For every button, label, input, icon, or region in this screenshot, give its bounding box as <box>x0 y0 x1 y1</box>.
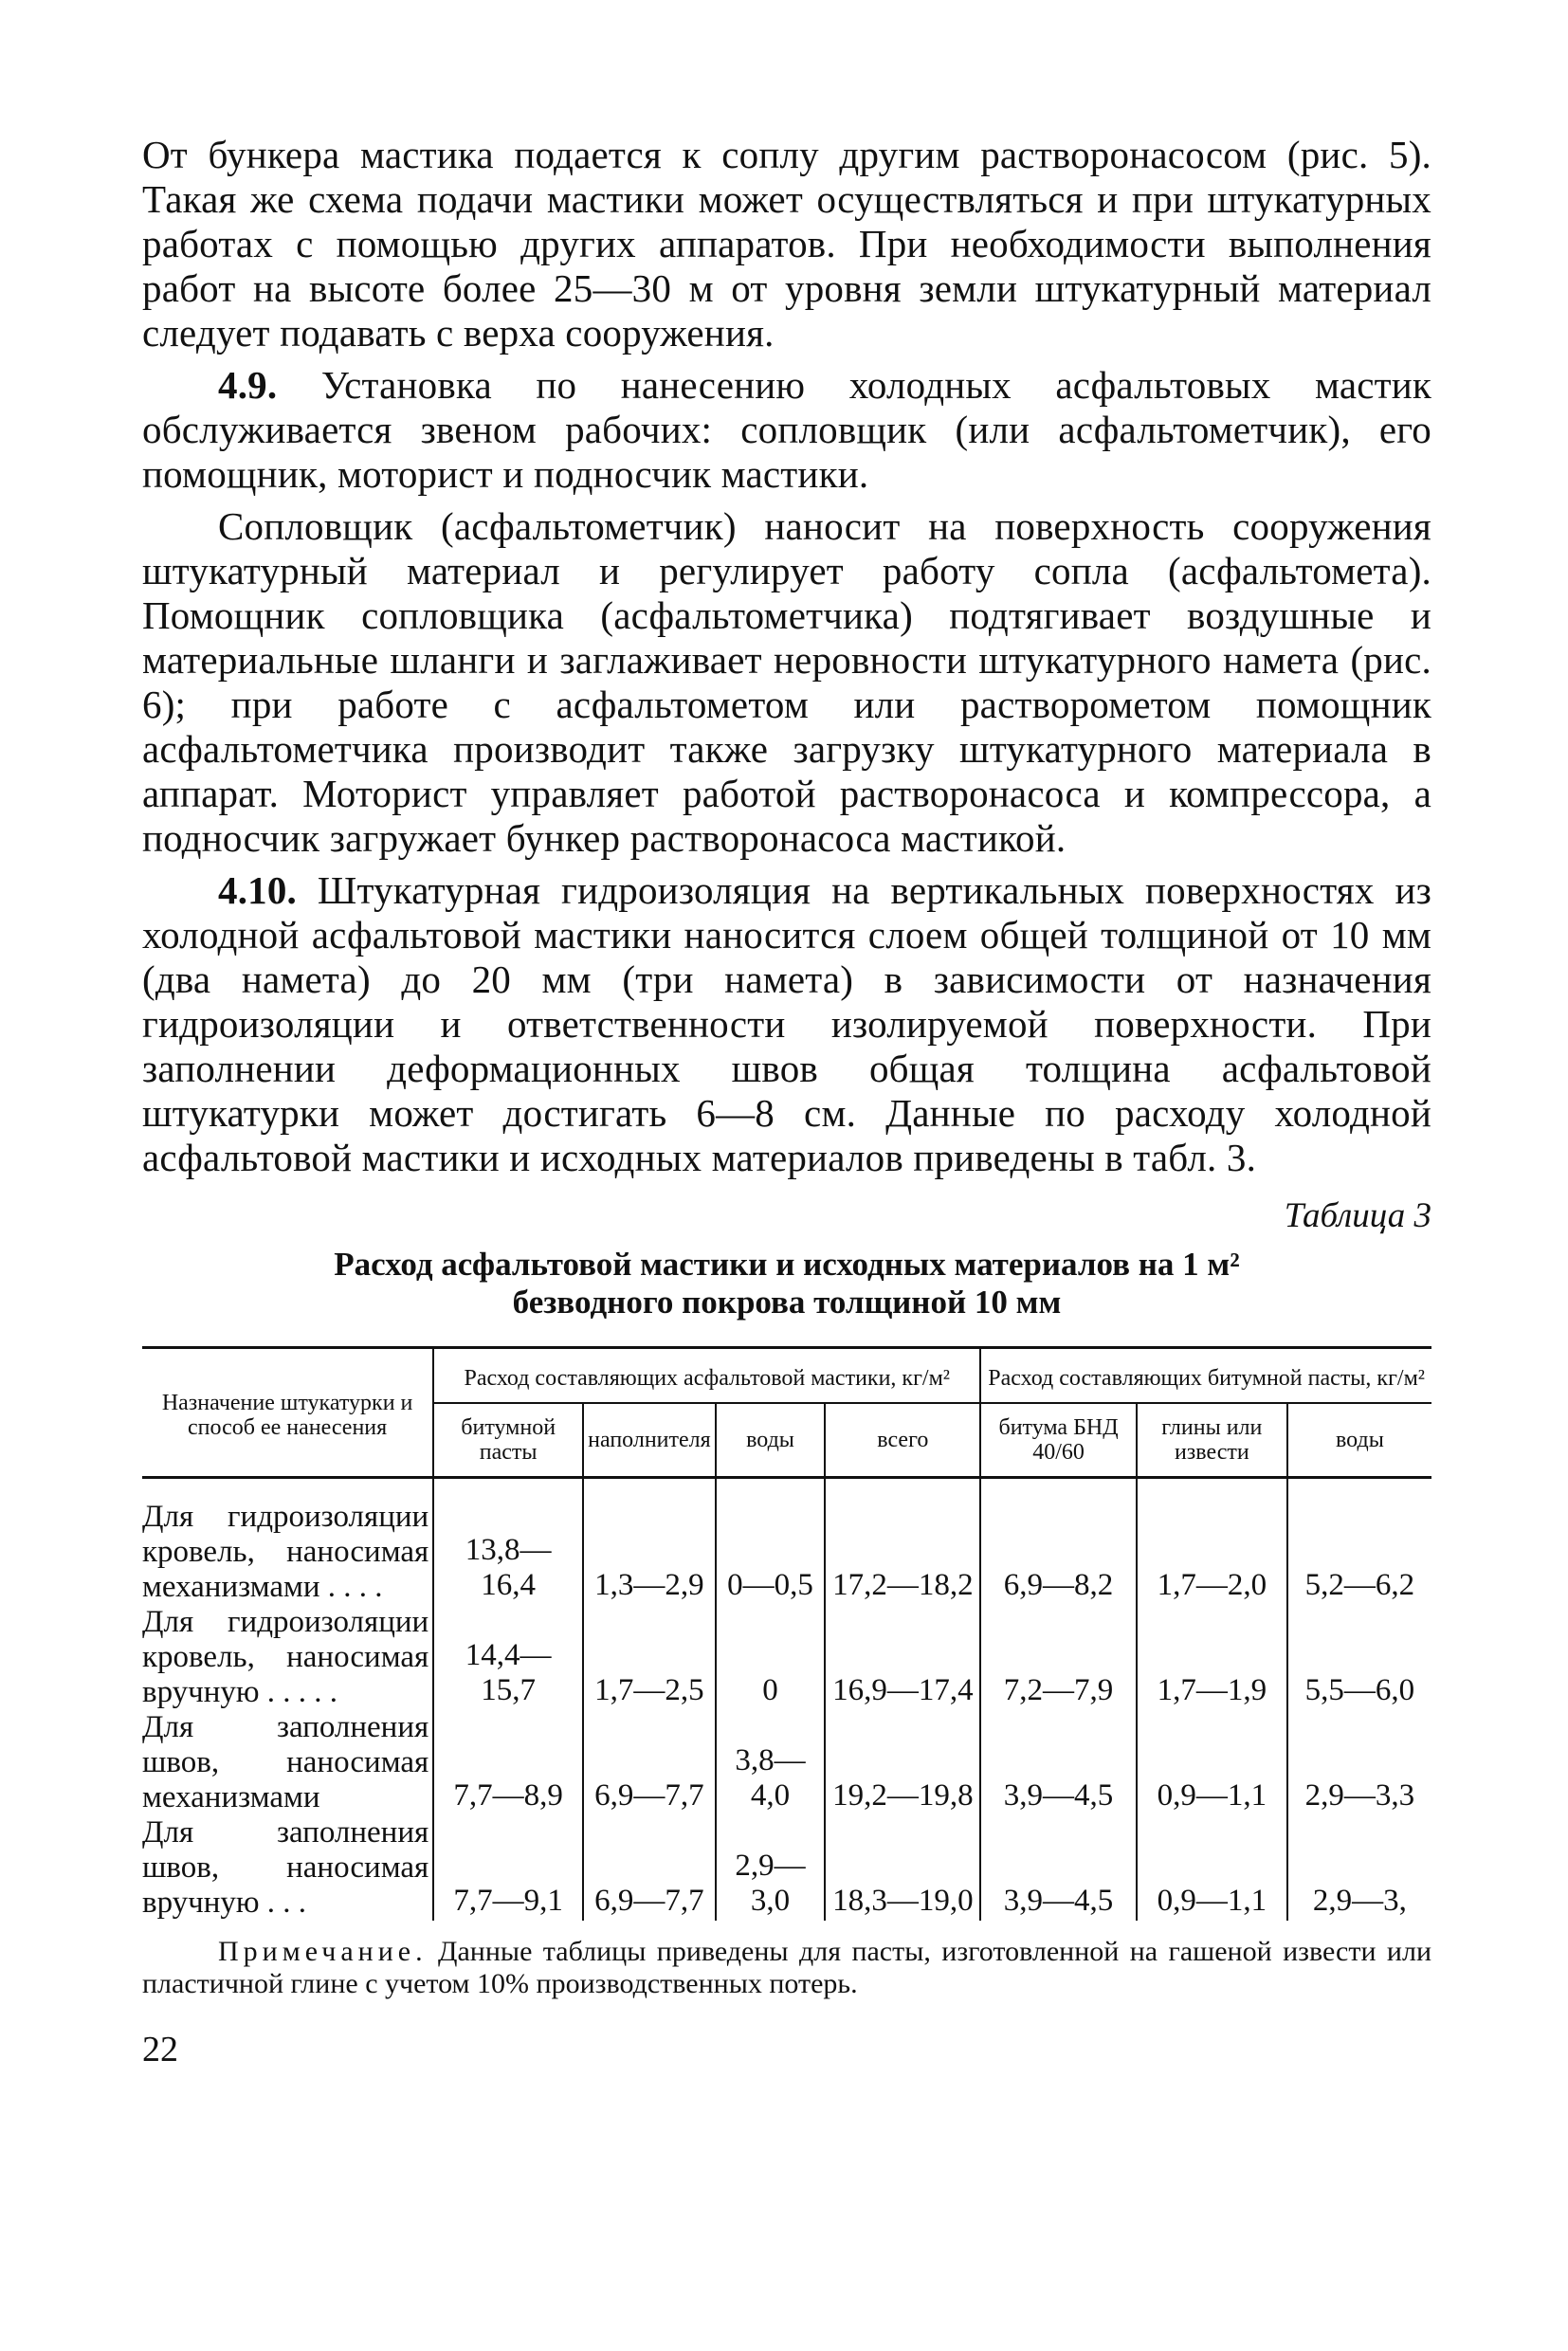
cell-value: 0,9—1,1 <box>1137 1710 1287 1815</box>
paragraph-4-10 <box>142 868 1431 1180</box>
cell-value: 3,9—4,5 <box>980 1710 1137 1815</box>
header-bitumen-paste: битумной пасты <box>433 1403 583 1478</box>
cell-value: 7,7—9,1 <box>433 1815 583 1921</box>
header-water: воды <box>716 1403 826 1478</box>
cell-value: 6,9—7,7 <box>583 1710 716 1815</box>
cell-value: 3,9—4,5 <box>980 1815 1137 1921</box>
cell-value: 13,8—16,4 <box>433 1478 583 1606</box>
page-number: 22 <box>142 2030 178 2069</box>
table-title <box>142 1246 1431 1321</box>
document-page <box>142 133 1431 2070</box>
note-text: Данные таблицы приведены для пасты, изготовленной на гашеной извести или пластичной глине с учетом 10% производственных потерь. <box>142 1936 1432 1999</box>
header-purpose: Назначение штукатурки и способ ее нанесения <box>142 1348 433 1478</box>
cell-value: 2,9—3,3 <box>1304 1778 1415 1813</box>
table-row <box>142 1605 1431 1710</box>
paragraph-4-9 <box>142 363 1431 497</box>
cell-value: 7,2—7,9 <box>980 1605 1137 1710</box>
header-mastic-group: Расход составляющих асфальтовой мастики, кг/м² <box>433 1348 980 1404</box>
cell-value: 19,2—19,8 <box>825 1710 980 1815</box>
consumption-table <box>142 1346 1431 1921</box>
cell-value: 1,7—1,9 <box>1137 1605 1287 1710</box>
cell-value: 7,7—8,9 <box>433 1710 583 1815</box>
row-description: Для заполнения швов, наносимая механизмами <box>142 1710 433 1815</box>
cell-value: 2,9—3, <box>1312 1884 1407 1918</box>
cell-value: 16,9—17,4 <box>825 1605 980 1710</box>
note-label: Примечание. <box>218 1936 428 1967</box>
cell-value: 2,9—3,0 <box>716 1815 826 1921</box>
cell-value: 18,3—19,0 <box>825 1815 980 1921</box>
row-description: Для гидроизоляции кровель, наносимая вручную . . . . . <box>142 1605 433 1710</box>
paragraph-text: Штукатурная гидроизоляция на вертикальных поверхностях из холодной асфальтовой мастики наносится слоем общей толщиной от 10 мм (два намета) до 20 мм (три намета) в зависимости от назначения гидроизоляции и ответственности изолируемой поверхности. При заполнении деформационных швов общая толщина асфальтовой штукатурки может достигать 6—8 см. Данные по расходу холодной асфальтовой мастики и исходных материалов приведены в табл. 3. <box>142 868 1431 1179</box>
table-note <box>142 1936 1431 2000</box>
paragraph-1: От бункера мастика подается к соплу другим растворонасосом (рис. 5). Такая же схема подачи мастики может осуществляться и при штукатурных работах с помощью других аппаратов. При необходимости выполнения работ на высоте более 25—30 м от уровня земли штукатурный материал следует подавать с верха сооружения. <box>142 133 1431 355</box>
header-water-paste: воды <box>1287 1403 1431 1478</box>
section-number: 4.10. <box>218 868 297 912</box>
table-number: Таблица 3 <box>1284 1196 1431 1235</box>
cell-value: 1,7—2,0 <box>1137 1478 1287 1606</box>
section-number: 4.9. <box>218 363 278 407</box>
cell-value: 14,4—15,7 <box>433 1605 583 1710</box>
cell-value: 17,2—18,2 <box>825 1478 980 1606</box>
cell-value: 5,2—6,2 <box>1304 1568 1415 1602</box>
cell-value: 1,7—2,5 <box>583 1605 716 1710</box>
header-total: всего <box>825 1403 980 1478</box>
header-bitumen: битума БНД 40/60 <box>980 1403 1137 1478</box>
cell-value: 6,9—8,2 <box>980 1478 1137 1606</box>
header-clay-lime: глины или извести <box>1137 1403 1287 1478</box>
paragraph-text: Установка по нанесению холодных асфальтовых мастик обслуживается звеном рабочих: сопловщик (или асфальтометчик), его помощник, моторист и подносчик мастики. <box>142 363 1431 496</box>
cell-value: 3,8—4,0 <box>716 1710 826 1815</box>
cell-value: 5,5—6,0 <box>1304 1673 1415 1707</box>
table-row <box>142 1478 1431 1606</box>
cell-value: 0,9—1,1 <box>1137 1815 1287 1921</box>
row-description: Для заполнения швов, наносимая вручную . . . <box>142 1815 433 1921</box>
header-paste-group: Расход составляющих битумной пасты, кг/м² <box>980 1348 1431 1404</box>
cell-value: 0—0,5 <box>716 1478 826 1606</box>
cell-value: 0 <box>716 1605 826 1710</box>
row-description: Для гидроизоляции кровель, наносимая механизмами . . . . <box>142 1478 433 1606</box>
cell-value: 6,9—7,7 <box>583 1815 716 1921</box>
table-title-line-1: Расход асфальтовой мастики и исходных материалов на 1 м² <box>334 1246 1240 1283</box>
table-row <box>142 1710 1431 1815</box>
paragraph-3: Сопловщик (асфальтометчик) наносит на поверхность сооружения штукатурный материал и регулирует работу сопла (асфальтомета). Помощник сопловщика (асфальтометчика) подтягивает воздушные и материальные шланги и заглаживает неровности штукатурного намета (рис. 6); при работе с асфальтометом или растворометом помощник асфальтометчика производит также загрузку штукатурного материала в аппарат. Моторист управляет работой растворонасоса и компрессора, а подносчик загружает бункер растворонасоса мастикой. <box>142 504 1431 860</box>
table-row <box>142 1815 1431 1921</box>
table-title-line-2: безводного покрова толщиной 10 мм <box>512 1284 1062 1321</box>
cell-value: 1,3—2,9 <box>583 1478 716 1606</box>
header-filler: наполнителя <box>583 1403 716 1478</box>
